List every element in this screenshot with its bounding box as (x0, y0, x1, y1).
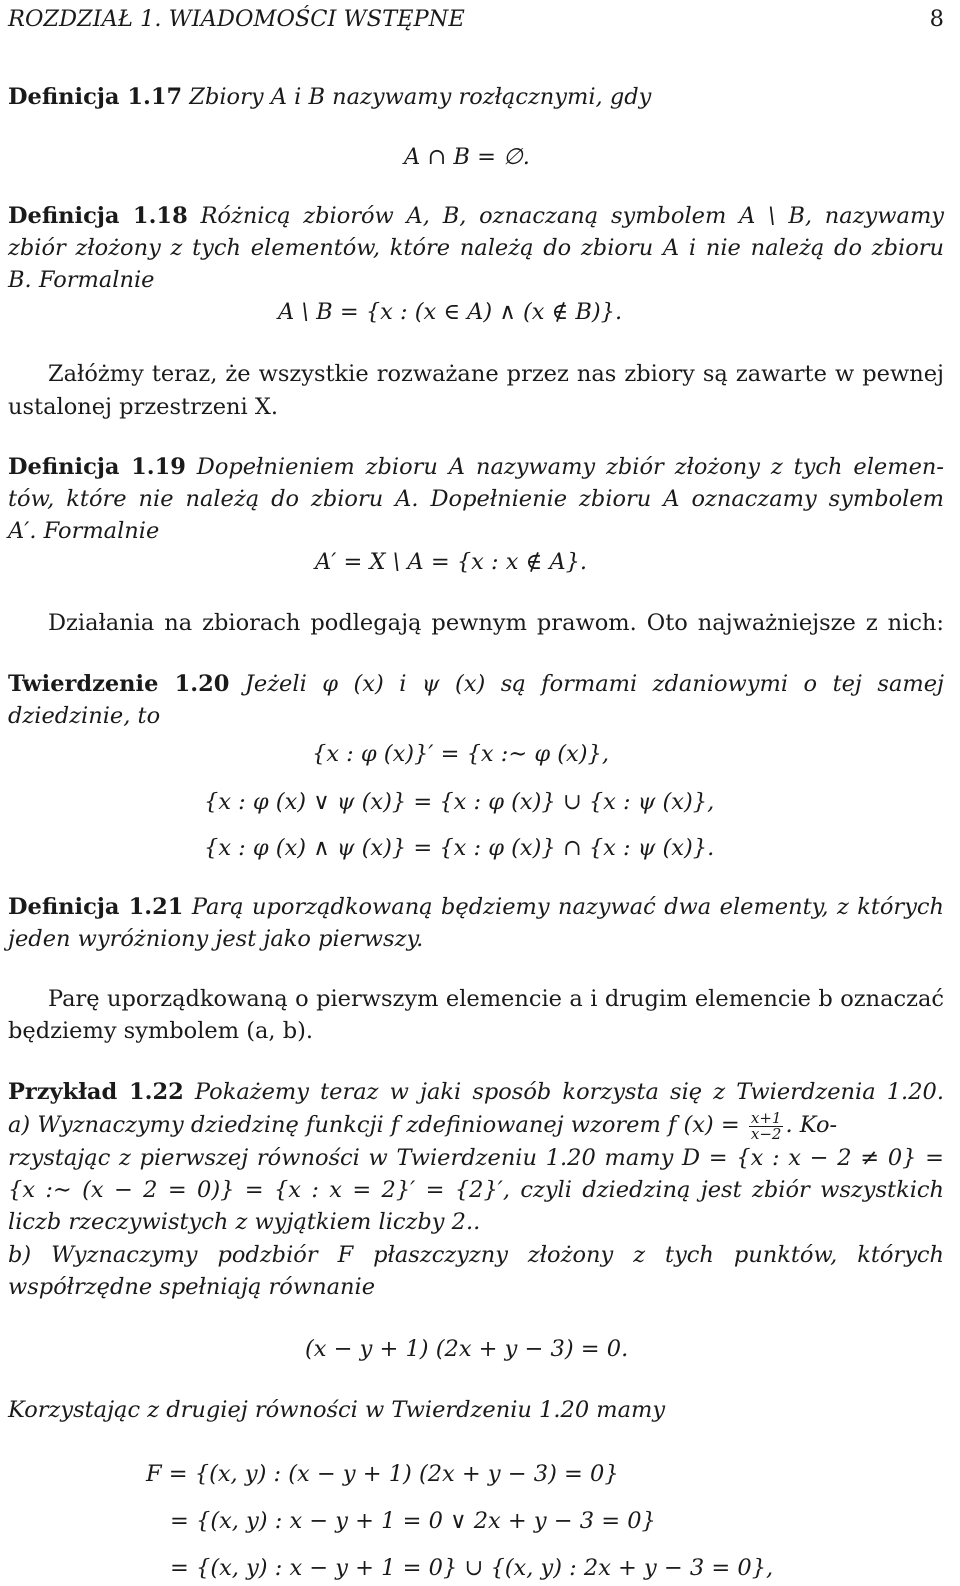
definition-1-19 (8, 452, 944, 482)
paragraph-line: Załóżmy teraz, że wszystkie rozważane przez nas zbiory są zawarte w pewnej (48, 361, 944, 387)
formula-difference: A \ B = {x : (x ∈ A) ∧ (x ∉ B)}. (278, 299, 623, 325)
formula-disjoint: A ∩ B = ∅. (404, 144, 530, 170)
definition-text: Różnicą zbiorów A, B, oznaczaną symbolem A \ B, nazywamy (187, 203, 944, 229)
formula-f-step-2: = {(x, y) : x − y + 1 = 0 ∨ 2x + y − 3 = 0} (170, 1508, 656, 1534)
fraction-denominator: x−2 (750, 1124, 782, 1143)
definition-label: Definicja 1.21 (8, 894, 184, 920)
definition-text: Parą uporządkowaną będziemy nazywać dwa elementy, z których (183, 894, 944, 920)
definition-line: zbiór złożony z tych elementów, które należą do zbioru A i nie należą do zbioru (8, 235, 944, 261)
example-line: b) Wyznaczymy podzbiór F płaszczyzny złożony z tych punktów, których (8, 1242, 944, 1268)
example-line: współrzędne spełniają równanie (8, 1274, 376, 1300)
example-text: Pokażemy teraz w jaki sposób korzysta się z Twierdzenia 1.20. (183, 1079, 944, 1105)
theorem-line: dziedzinie, to (8, 703, 161, 729)
fraction-numerator: x+1 (750, 1108, 782, 1127)
example-line: Korzystając z drugiej równości w Twierdzeniu 1.20 mamy (8, 1397, 666, 1423)
formula-complement: A′ = X \ A = {x : x ∉ A}. (315, 549, 588, 575)
example-text: . Ko- (785, 1112, 838, 1138)
example-text: a) Wyznaczymy dziedzinę funkcji f zdefiniowanej wzorem f (x) = (8, 1112, 747, 1138)
formula-f-definition: F = {(x, y) : (x − y + 1) (2x + y − 3) = 0} (146, 1461, 619, 1487)
formula-law-3: {x : φ (x) ∧ ψ (x)} = {x : φ (x)} ∩ {x : ψ (x)}. (204, 835, 715, 861)
definition-line: jeden wyróżniony jest jako pierwszy. (8, 926, 424, 952)
theorem-1-20 (8, 669, 944, 699)
definition-1-21 (8, 892, 944, 922)
formula-law-1: {x : φ (x)}′ = {x :∼ φ (x)}, (312, 741, 609, 767)
fraction (749, 1108, 784, 1143)
definition-1-17 (8, 82, 651, 112)
running-header (8, 4, 944, 34)
definition-label: Definicja 1.19 (8, 454, 186, 480)
paragraph-line: ustalonej przestrzeni X. (8, 394, 279, 420)
example-label: Przykład 1.22 (8, 1079, 184, 1105)
definition-label: Definicja 1.17 (8, 84, 183, 110)
example-line: {x :∼ (x − 2 = 0)} = {x : x = 2}′ = {2}′, czyli dziedziną jest zbiór wszystkich (8, 1177, 944, 1203)
example-1-22 (8, 1077, 944, 1107)
paragraph-line: będziemy symbolem (a, b). (8, 1018, 314, 1044)
definition-1-18 (8, 201, 944, 231)
definition-text: Zbiory A i B nazywamy rozłącznymi, gdy (182, 84, 652, 110)
theorem-text: Jeżeli φ (x) i ψ (x) są formami zdaniowymi o tej samej (229, 671, 944, 697)
example-line: rzystając z pierwszej równości w Twierdzeniu 1.20 mamy D = {x : x − 2 ≠ 0} = (8, 1145, 944, 1171)
definition-label: Definicja 1.18 (8, 203, 188, 229)
theorem-label: Twierdzenie 1.20 (8, 671, 230, 697)
example-line-with-fraction (8, 1110, 837, 1142)
definition-line: A′. Formalnie (8, 518, 160, 544)
page-number: 8 (929, 6, 944, 32)
paragraph-line: Parę uporządkowaną o pierwszym elemencie a i drugim elemencie b oznaczać (48, 986, 944, 1012)
definition-text: Dopełnieniem zbioru A nazywamy zbiór złożony z tych elemen- (185, 454, 944, 480)
chapter-title: ROZDZIAŁ 1. WIADOMOŚCI WSTĘPNE (8, 6, 465, 32)
paragraph-line: Działania na zbiorach podlegają pewnym prawom. Oto najważniejsze z nich: (48, 610, 944, 636)
example-line: liczb rzeczywistych z wyjątkiem liczby 2.. (8, 1209, 481, 1235)
definition-line: B. Formalnie (8, 267, 155, 293)
formula-f-step-3: = {(x, y) : x − y + 1 = 0} ∪ {(x, y) : 2x + y − 3 = 0}, (170, 1555, 774, 1581)
formula-law-2: {x : φ (x) ∨ ψ (x)} = {x : φ (x)} ∪ {x : ψ (x)}, (204, 789, 715, 815)
formula-equation: (x − y + 1) (2x + y − 3) = 0. (305, 1336, 629, 1362)
definition-line: tów, które nie należą do zbioru A. Dopełnienie zbioru A oznaczamy symbolem (8, 486, 944, 512)
